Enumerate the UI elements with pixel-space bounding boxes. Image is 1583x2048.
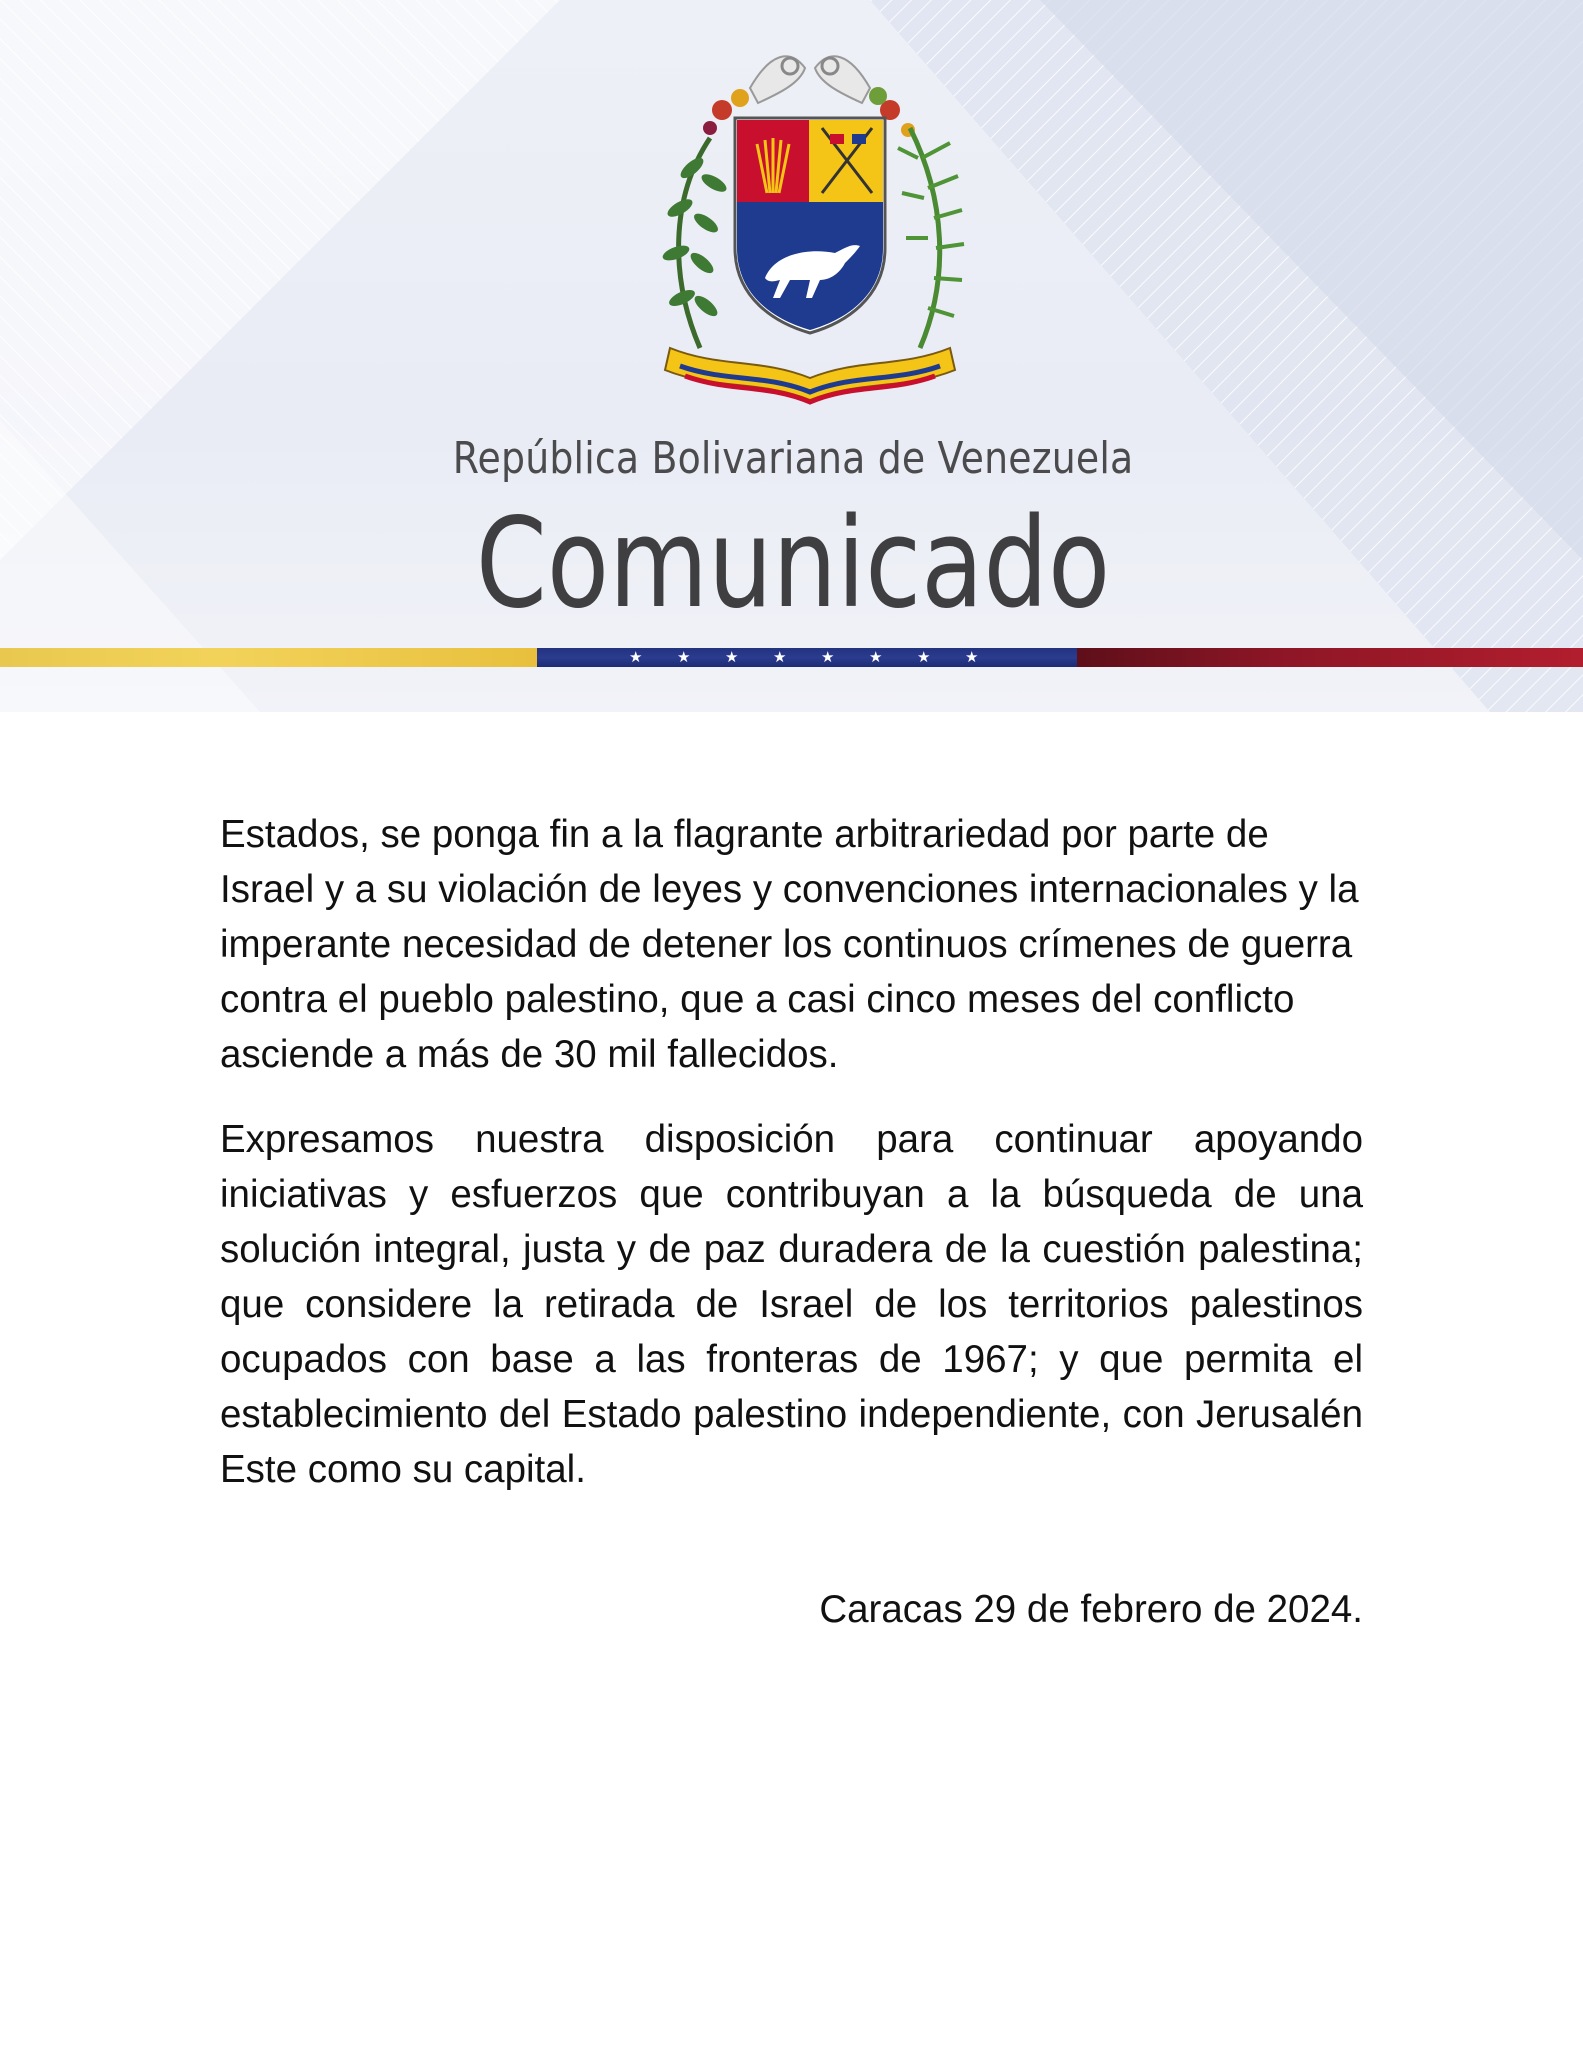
- flag-stripe: [0, 648, 1583, 667]
- venezuela-coat-of-arms-icon: [640, 48, 980, 420]
- star-icon: ★: [725, 649, 739, 666]
- document-title: Comunicado: [475, 492, 1111, 636]
- star-icon: ★: [677, 649, 691, 666]
- issuer-name: República Bolivariana de Venezuela: [452, 433, 1134, 484]
- flag-yellow-segment: [0, 648, 537, 667]
- star-icon: ★: [917, 649, 931, 666]
- document-body: [220, 807, 1363, 1527]
- star-icon: ★: [869, 649, 883, 666]
- paragraph: Estados, se ponga fin a la flagrante arbitrariedad por parte de Israel y a su violación de leyes y convenciones internacionales y la imperante necesidad de detener los continuos crímenes de guerra contra el pueblo palestino, que a casi cinco meses del conflicto asciende a más de 30 mil fallecidos.: [220, 813, 1359, 1076]
- star-icon: ★: [965, 649, 979, 666]
- flag-red-segment: [1077, 648, 1583, 667]
- paragraph: Expresamos nuestra disposición para continuar apoyando iniciativas y esfuerzos que contribuyan a la búsqueda de una solución integral, justa y de paz duradera de la cuestión palestina; que considere la retirada de Israel de los territorios palestinos ocupados con base a las fronteras de 1967; y que permita el establecimiento del Estado palestino independiente, con Jerusalén Este como su capital.: [220, 1118, 1363, 1491]
- star-icon: ★: [773, 649, 787, 666]
- stars-row: [537, 648, 1077, 667]
- place-and-date: Caracas 29 de febrero de 2024.: [819, 1588, 1363, 1631]
- star-icon: ★: [629, 649, 643, 666]
- star-icon: ★: [821, 649, 835, 666]
- flag-blue-segment: [537, 648, 1077, 667]
- letterhead: [0, 0, 1583, 712]
